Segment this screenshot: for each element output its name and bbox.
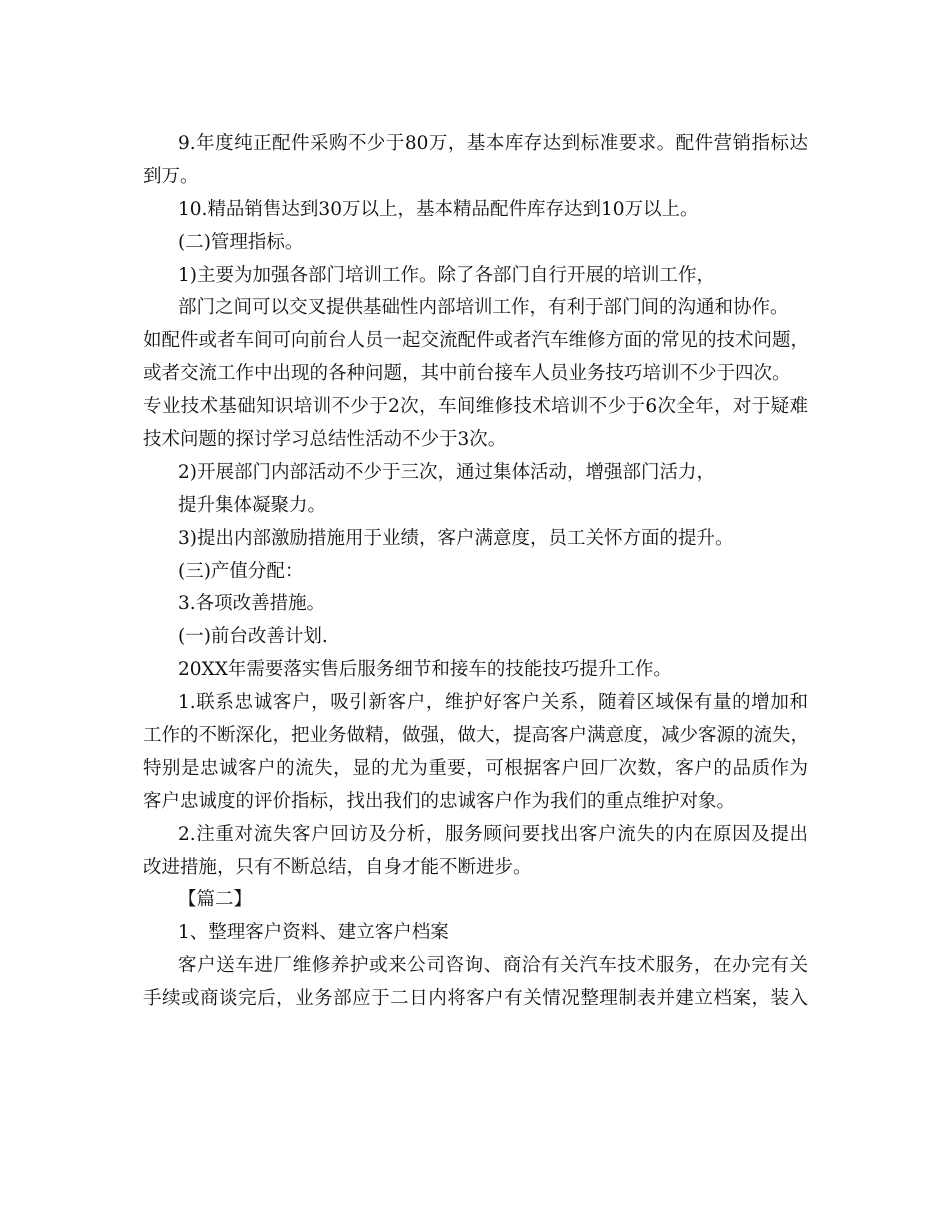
text-line: 1)主要为加强各部门培训工作。除了各部门自行开展的培训工作， <box>178 264 715 286</box>
text-line: (二)管理指标。 <box>178 231 304 253</box>
text-line: 到万。 <box>143 165 199 187</box>
text-line: 2)开展部门内部活动不少于三次，通过集体活动，增强部门活力， <box>178 461 715 483</box>
text-line: 客户送车进厂维修养护或来公司咨询、商洽有关汽车技术服务，在办完有关 <box>178 955 808 977</box>
text-line: 3.各项改善措施。 <box>178 593 326 615</box>
text-line: 提升集体凝聚力。 <box>178 494 327 516</box>
text-line: 1、整理客户资料、建立客户档案 <box>178 922 449 944</box>
text-line: 【篇二】 <box>178 889 253 911</box>
text-line: 1.联系忠诚客户，吸引新客户，维护好客户关系，随着区域保有量的增加和 <box>178 692 808 714</box>
text-line: 工作的不断深化，把业务做精，做强，做大，提高客户满意度，减少客源的流失， <box>143 725 810 747</box>
text-line: 改进措施，只有不断总结，自身才能不断进步。 <box>143 856 532 878</box>
text-line: 3)提出内部激励措施用于业绩，客户满意度，员工关怀方面的提升。 <box>178 527 734 549</box>
text-line: 或者交流工作中出现的各种问题，其中前台接车人员业务技巧培训不少于四次。 <box>143 363 791 385</box>
text-line: (一)前台改善计划. <box>178 626 328 648</box>
text-line: 20XX年需要落实售后服务细节和接车的技能技巧提升工作。 <box>178 659 672 681</box>
text-line: 技术问题的探讨学习总结性活动不少于3次。 <box>143 429 507 451</box>
text-line: 9.年度纯正配件采购不少于80万，基本库存达到标准要求。配件营销指标达 <box>178 133 808 154</box>
text-line: 10.精品销售达到30万以上，基本精品配件库存达到10万以上。 <box>178 198 699 220</box>
text-line: 特别是忠诚客户的流失，显的尤为重要，可根据客户回厂次数，客户的品质作为 <box>143 757 808 779</box>
document-body <box>143 128 808 1016</box>
text-line: 客户忠诚度的评价指标，找出我们的忠诚客户作为我们的重点维护对象。 <box>143 790 736 812</box>
text-line: 手续或商谈完后，业务部应于二日内将客户有关情况整理制表并建立档案，装入 <box>143 988 808 1010</box>
text-line: 如配件或者车间可向前台人员一起交流配件或者汽车维修方面的常见的技术问题， <box>143 330 810 352</box>
text-line: 专业技术基础知识培训不少于2次，车间维修技术培训不少于6次全年，对于疑难 <box>143 396 808 418</box>
text-line: 2.注重对流失客户回访及分析，服务顾问要找出客户流失的内在原因及提出 <box>178 823 808 845</box>
text-line: 部门之间可以交叉提供基础性内部培训工作，有利于部门间的沟通和协作。 <box>178 297 789 319</box>
text-line: (三)产值分配： <box>178 560 304 582</box>
